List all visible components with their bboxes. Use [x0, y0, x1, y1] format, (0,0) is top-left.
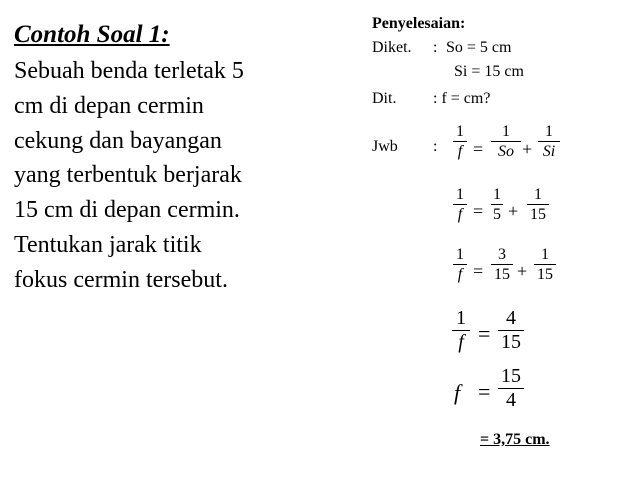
problem-line-7: fokus cermin tersebut. [14, 266, 228, 293]
problem-panel [14, 20, 334, 298]
step4-frac-1: 1 f [451, 307, 471, 354]
step3-frac-2: 3 15 [490, 245, 514, 284]
step3-frac-1: 1 f [452, 245, 468, 284]
diket-label: Diket. [372, 39, 412, 56]
step1-plus: + [522, 139, 533, 159]
problem-line-4: yang terbentuk berjarak [14, 162, 242, 189]
step5-equals: = [478, 379, 491, 404]
solution-panel [372, 0, 638, 479]
step1-equals: = [473, 139, 484, 159]
step1-frac-3: 1 Si [537, 122, 561, 161]
step3-frac-3: 1 15 [533, 245, 557, 284]
dit-label: Dit. [372, 90, 397, 107]
step4-frac-2: 4 15 [497, 307, 525, 354]
step3-equals: = [473, 261, 484, 281]
step2-frac-1: 1 f [452, 185, 468, 224]
dit-value: : f = cm? [433, 90, 491, 107]
problem-line-2: cm di depan cermin [14, 92, 204, 119]
problem-line-1: Sebuah benda terletak 5 [14, 58, 244, 84]
problem-title: Contoh Soal 1: [14, 21, 170, 48]
step2-equals: = [473, 201, 484, 221]
step3-plus: + [517, 261, 528, 281]
step5-f: f [454, 380, 461, 405]
final-result: = 3,75 cm. [480, 431, 550, 448]
jwb-label: Jwb [372, 138, 398, 155]
step4-equals: = [478, 321, 491, 346]
problem-line-5: 15 cm di depan cermin. [14, 197, 240, 224]
step2-plus: + [508, 201, 519, 221]
given-so: So = 5 cm [446, 39, 512, 56]
step2-frac-2: 1 5 [493, 186, 501, 223]
problem-line-3: cekung dan bayangan [14, 127, 222, 154]
jwb-colon: : [433, 138, 438, 155]
step5-frac: 15 4 [497, 365, 525, 412]
step1-frac-2: 1 So [490, 122, 522, 161]
step1-frac-1: 1 f [452, 122, 468, 161]
given-si: Si = 15 cm [454, 63, 524, 80]
step2-frac-3: 1 15 [526, 185, 550, 224]
solution-heading: Penyelesaian: [372, 15, 466, 32]
diket-colon: : [433, 39, 438, 56]
problem-line-6: Tentukan jarak titik [14, 231, 202, 258]
